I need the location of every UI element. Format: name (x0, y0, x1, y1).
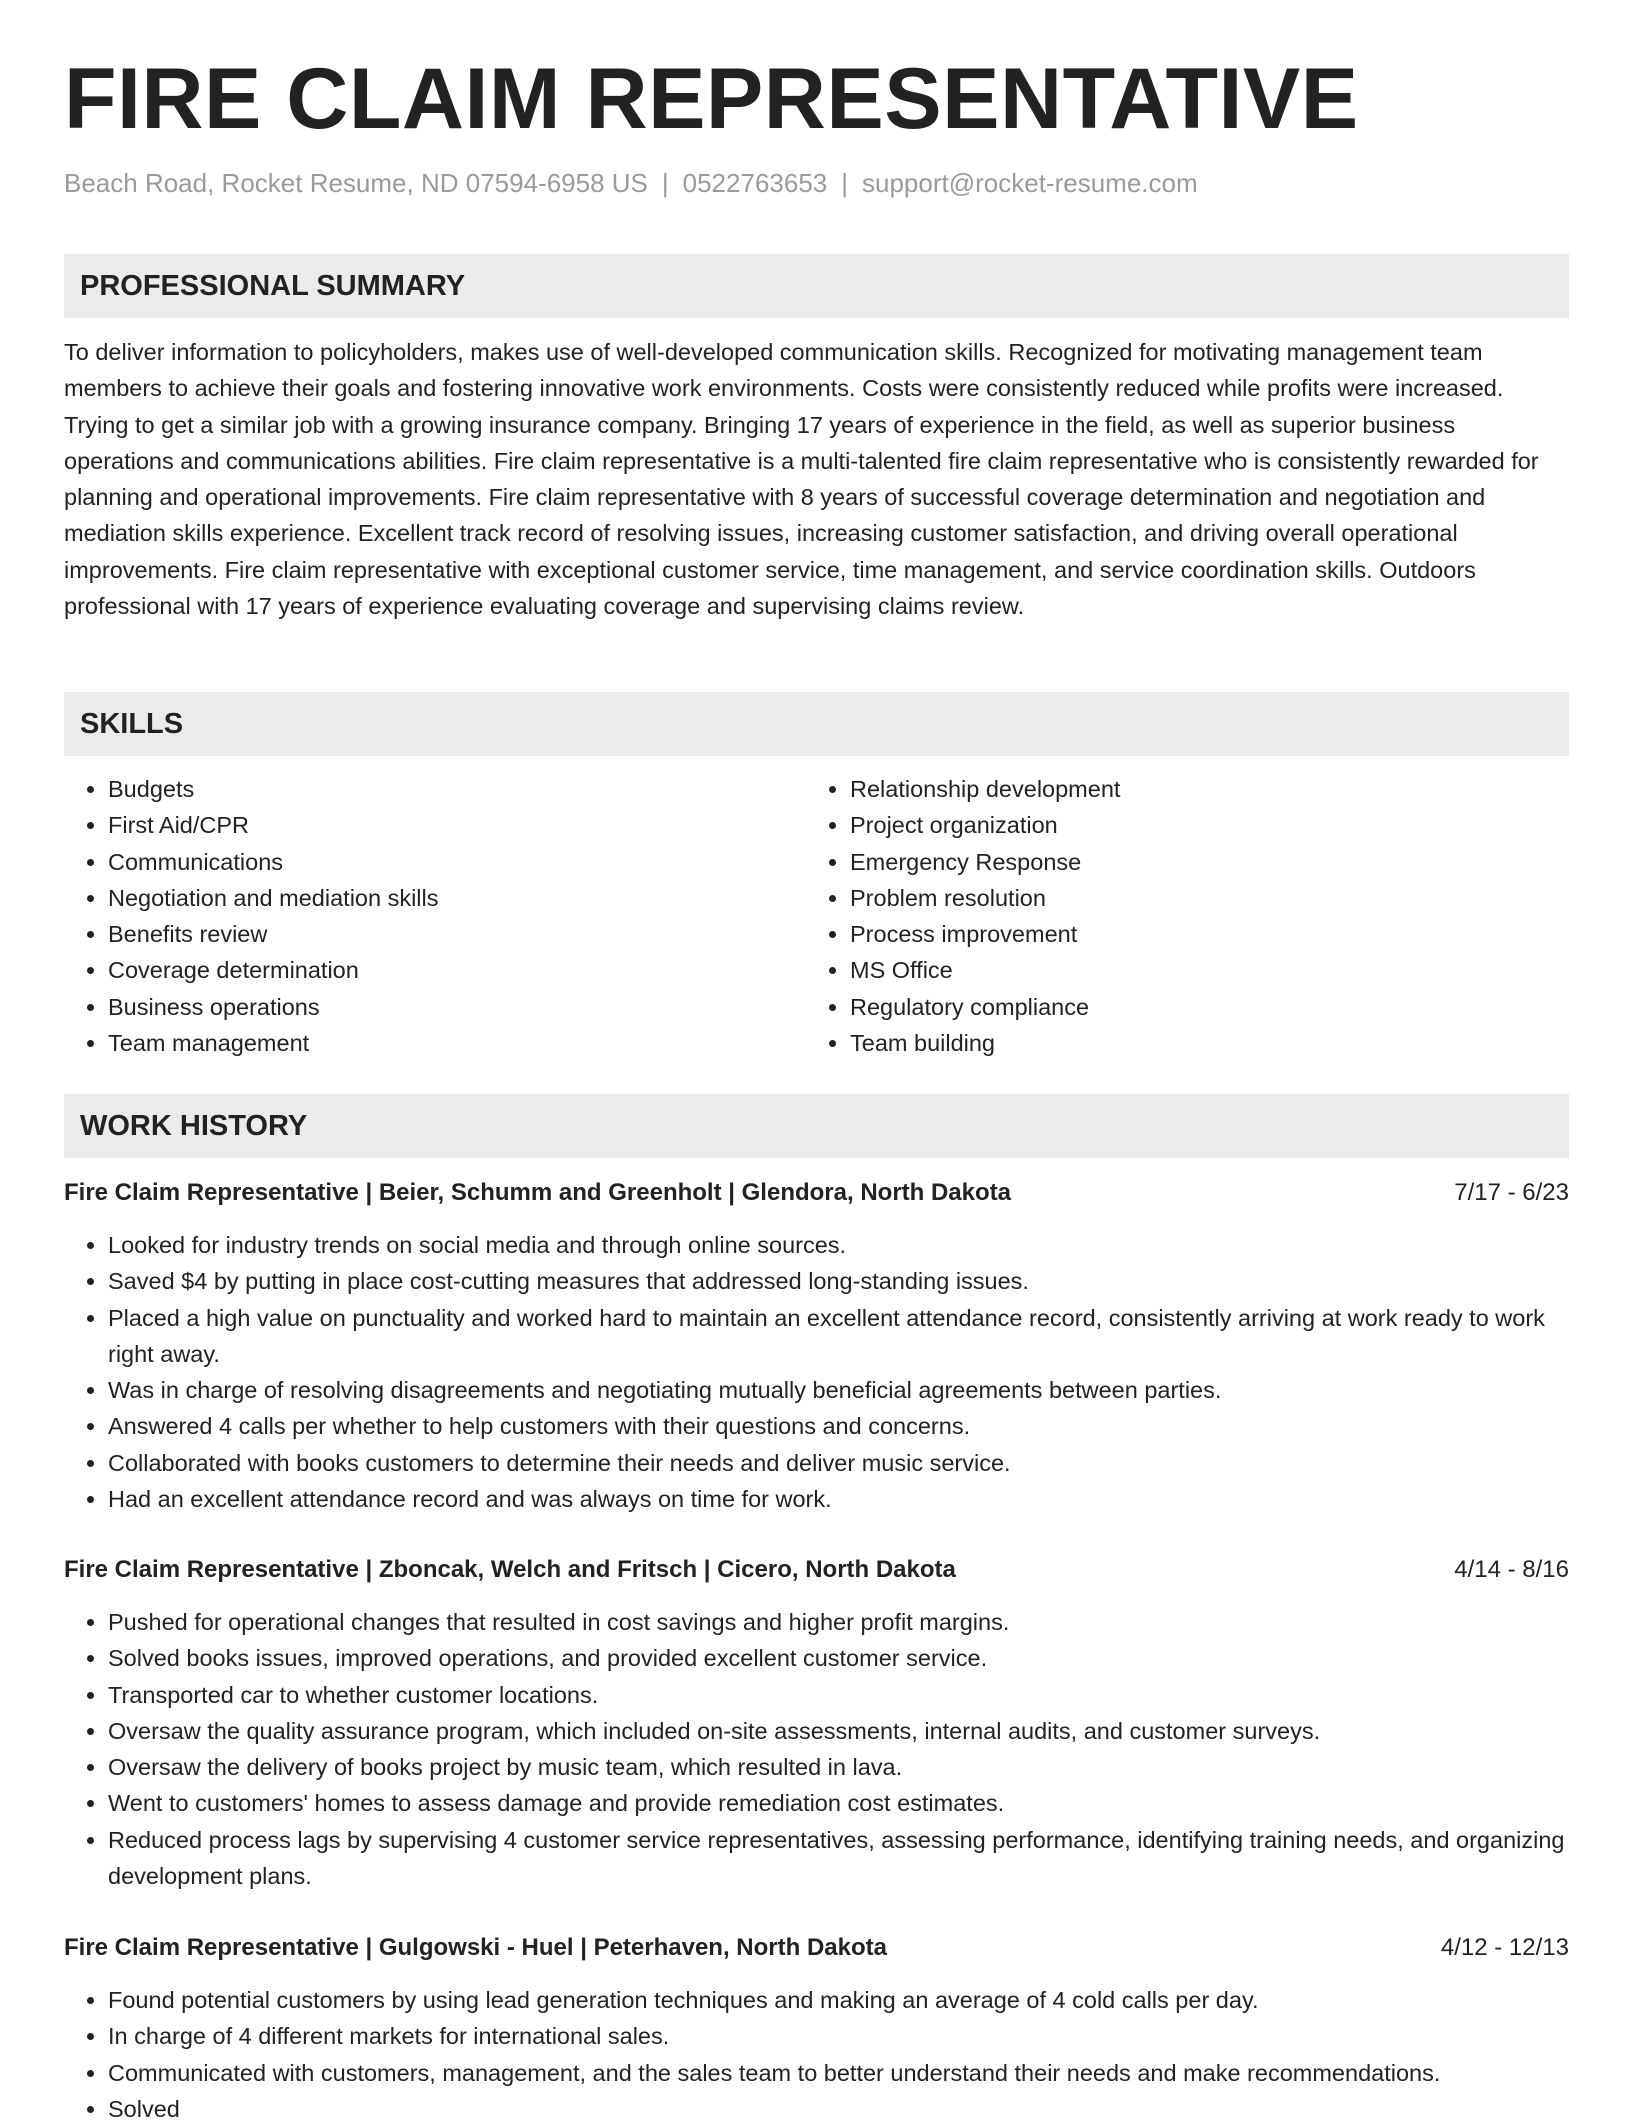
job-bullet: • Transported car to whether customer locations. (108, 1677, 1569, 1713)
contact-address: Beach Road, Rocket Resume, ND 07594-6958 US (64, 168, 648, 198)
job-bullet: • Looked for industry trends on social media and through online sources. (108, 1227, 1569, 1263)
skill-item: • Team management (108, 1025, 439, 1061)
contact-line (64, 168, 1198, 199)
contact-separator: | (661, 168, 669, 198)
job-header (64, 1175, 1569, 1211)
job-entry (64, 1552, 1569, 1894)
job-dates: 4/12 - 12/13 (1440, 1934, 1569, 1961)
summary-text: To deliver information to policyholders, makes use of well-developed communication skills. Recognized for motivating management team members to achieve their goals and fostering innovative work environments. Costs were consistently reduced while profits were increased. Trying to get a similar job with a growing insurance company. Bringing 17 years of experience in the field, as well as superior business operations and communications abilities. Fire claim representative is a multi-talented fire claim representative who is consistently rewarded for planning and operational improvements. Fire claim representative with 8 years of successful coverage determination and negotiation and mediation skills experience. Excellent track record of resolving issues, increasing customer satisfaction, and driving overall operational improvements. Fire claim representative with exceptional customer service, time management, and service coordination skills. Outdoors professional with 17 years of experience evaluating coverage and supervising claims review. (64, 339, 1539, 620)
skill-item: • Budgets (108, 771, 439, 807)
job-header (64, 1930, 1569, 1966)
skill-item: • Team building (850, 1025, 1120, 1061)
job-entry (64, 1930, 1569, 2127)
job-bullet: • Solved books issues, improved operations, and provided excellent customer service. (108, 1640, 1569, 1676)
candidate-name: FIRE CLAIM REPRESENTATIVE (64, 51, 1359, 147)
job-entry (64, 1175, 1569, 1517)
job-bullets (64, 1604, 1569, 1894)
summary-heading: PROFESSIONAL SUMMARY (64, 254, 1569, 318)
job-title: Fire Claim Representative | Gulgowski - Huel | Peterhaven, North Dakota (64, 1934, 887, 1961)
job-bullet: • Communicated with customers, management, and the sales team to better understand their needs and make recommendations. (108, 2055, 1569, 2091)
job-title: Fire Claim Representative | Zboncak, Welch and Fritsch | Cicero, North Dakota (64, 1556, 956, 1583)
skill-item: • Regulatory compliance (850, 989, 1120, 1025)
job-bullet: • Went to customers' homes to assess damage and provide remediation cost estimates. (108, 1785, 1569, 1821)
skill-item: • Problem resolution (850, 880, 1120, 916)
skill-item: • Process improvement (850, 916, 1120, 952)
job-bullet: • Oversaw the quality assurance program, which included on-site assessments, internal audits, and customer surveys. (108, 1713, 1569, 1749)
job-bullet: • Reduced process lags by supervising 4 customer service representatives, assessing performance, identifying training needs, and organizing development plans. (108, 1822, 1569, 1895)
job-bullet: • Found potential customers by using lead generation techniques and making an average of 4 cold calls per day. (108, 1982, 1569, 2018)
job-header (64, 1552, 1569, 1588)
skill-item: • Emergency Response (850, 844, 1120, 880)
skills-heading: SKILLS (64, 692, 1569, 756)
contact-phone: 0522763653 (682, 168, 828, 198)
job-bullet: • Oversaw the delivery of books project by music team, which resulted in lava. (108, 1749, 1569, 1785)
job-bullets (64, 1227, 1569, 1517)
job-bullet: • Solved (108, 2091, 1569, 2127)
job-bullet: • Was in charge of resolving disagreements and negotiating mutually beneficial agreements between parties. (108, 1372, 1569, 1408)
skill-item: • First Aid/CPR (108, 807, 439, 843)
skill-item: • Negotiation and mediation skills (108, 880, 439, 916)
skill-item: • Coverage determination (108, 952, 439, 988)
work-history-heading: WORK HISTORY (64, 1094, 1569, 1158)
skill-item: • Business operations (108, 989, 439, 1025)
skill-item: • Communications (108, 844, 439, 880)
job-bullet: • Collaborated with books customers to determine their needs and deliver music service. (108, 1445, 1569, 1481)
skill-item: • Project organization (850, 807, 1120, 843)
skills-column-right (806, 771, 1120, 1061)
job-bullets (64, 1982, 1569, 2127)
job-bullet: • Pushed for operational changes that resulted in cost savings and higher profit margins. (108, 1604, 1569, 1640)
job-bullet: • Answered 4 calls per whether to help customers with their questions and concerns. (108, 1408, 1569, 1444)
skill-item: • MS Office (850, 952, 1120, 988)
contact-separator: | (841, 168, 849, 198)
job-bullet: • Saved $4 by putting in place cost-cutting measures that addressed long-standing issues. (108, 1263, 1569, 1299)
job-dates: 4/14 - 8/16 (1454, 1556, 1569, 1583)
skill-item: • Benefits review (108, 916, 439, 952)
skill-item: • Relationship development (850, 771, 1120, 807)
job-dates: 7/17 - 6/23 (1454, 1179, 1569, 1206)
job-title: Fire Claim Representative | Beier, Schumm and Greenholt | Glendora, North Dakota (64, 1179, 1012, 1206)
job-bullet: • Placed a high value on punctuality and worked hard to maintain an excellent attendance record, consistently arriving at work ready to work right away. (108, 1300, 1569, 1373)
contact-email: support@rocket-resume.com (862, 168, 1198, 198)
skills-column-left (64, 771, 439, 1061)
job-bullet: • In charge of 4 different markets for international sales. (108, 2018, 1569, 2054)
job-bullet: • Had an excellent attendance record and was always on time for work. (108, 1481, 1569, 1517)
